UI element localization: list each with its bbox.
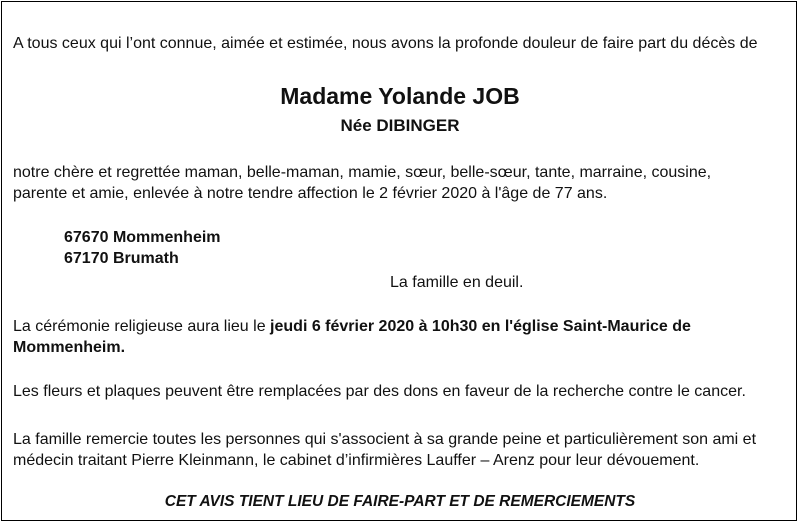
intro-text: A tous ceux qui l’ont connue, aimée et estimée, nous avons la profonde douleur de faire part du décès de (13, 35, 758, 52)
address-line: 67170 Brumath (64, 250, 179, 267)
maiden-name: Née DIBINGER (340, 116, 460, 135)
thanks-text-line-1: La famille remercie toutes les personnes qui s'associent à sa grande peine et particulièrement son ami et (13, 431, 757, 448)
address-line: 67670 Mommenheim (64, 229, 221, 246)
ceremony-line-2: Mommenheim. (13, 339, 126, 356)
closing-statement: CET AVIS TIENT LIEU DE FAIRE-PART ET DE REMERCIEMENTS (164, 493, 636, 510)
flowers-text: Les fleurs et plaques peuvent être remplacées par des dons en faveur de la recherche contre le cancer. (13, 383, 746, 400)
deceased-name: Madame Yolande JOB (280, 83, 520, 109)
family-text-line-1: notre chère et regrettée maman, belle-maman, mamie, sœur, belle-sœur, tante, marraine, cousine, (13, 164, 712, 181)
ceremony-details: jeudi 6 février 2020 à 10h30 en l'église Saint-Maurice de (270, 318, 691, 335)
ceremony-line-1 (13, 317, 691, 337)
thanks-text-line-2: médecin traitant Pierre Kleinmann, le cabinet d’infirmières Lauffer – Arenz pour leur dévouement. (13, 452, 700, 469)
family-signature: La famille en deuil. (390, 274, 524, 291)
family-text-line-2: parente et amie, enlevée à notre tendre affection le 2 février 2020 à l'âge de 77 ans. (13, 185, 608, 202)
ceremony-prefix: La cérémonie religieuse aura lieu le (13, 318, 271, 335)
